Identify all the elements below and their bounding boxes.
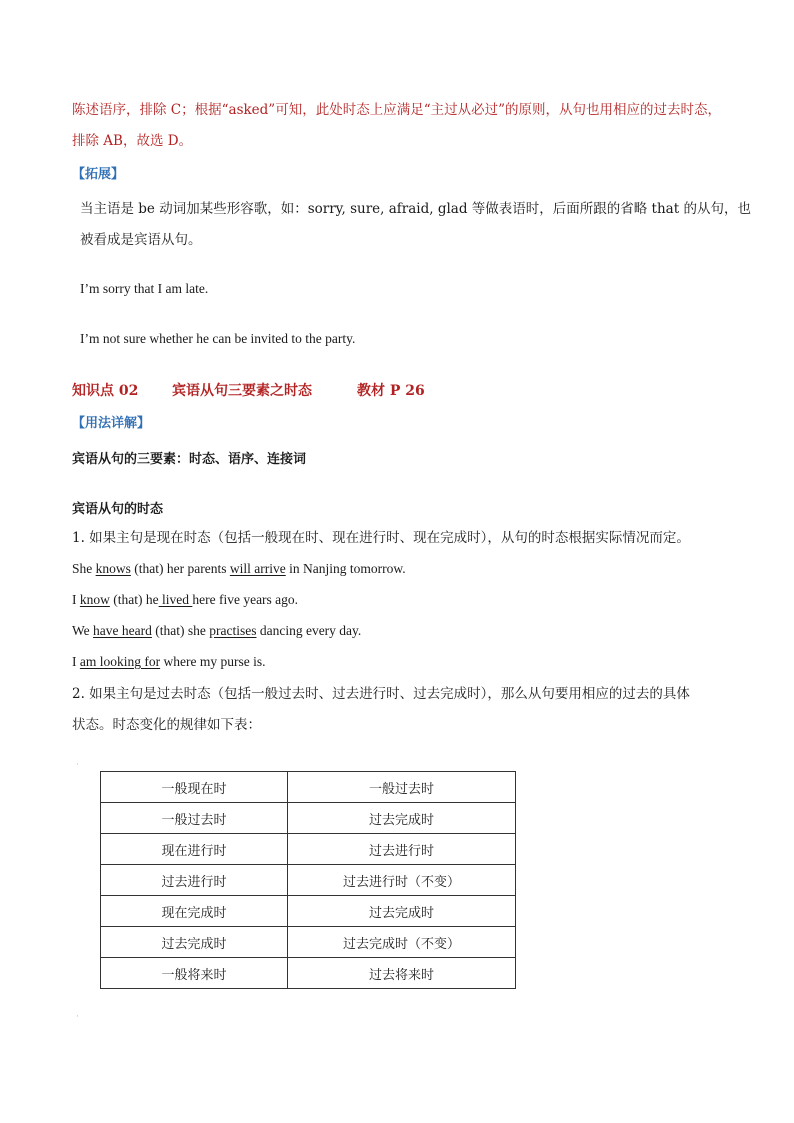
paragraph-mark: · bbox=[76, 760, 79, 770]
tense-shift-table bbox=[100, 771, 516, 989]
subordinate-clause-tense-cell: 过去完成时 bbox=[288, 896, 516, 927]
main-clause-tense-cell: 过去完成时 bbox=[101, 927, 288, 958]
example-text: (that) her parents bbox=[130, 561, 230, 576]
table-row bbox=[101, 896, 516, 927]
underlined-verb: knows bbox=[95, 561, 131, 576]
example-text: I bbox=[72, 592, 80, 607]
three-elements: 宾语从句的三要素：时态、语序、连接词 bbox=[72, 452, 307, 467]
example-text: (that) he bbox=[109, 592, 159, 607]
analysis-line-2: 排除 AB，故选 D。 bbox=[72, 133, 193, 149]
main-clause-tense-cell: 过去进行时 bbox=[101, 865, 288, 896]
main-clause-tense-cell: 一般过去时 bbox=[101, 803, 288, 834]
usage-label: 【用法详解】 bbox=[72, 416, 151, 431]
underlined-verb: will arrive bbox=[229, 561, 286, 576]
extension-line-1: 当主语是 be 动词加某些形容歌，如：sorry, sure, afraid, glad 等做表语时，后面所跟的省略 that 的从句，也 bbox=[80, 201, 751, 217]
example-text: I bbox=[72, 654, 80, 669]
table-row bbox=[101, 865, 516, 896]
main-clause-tense-cell: 现在进行时 bbox=[101, 834, 288, 865]
table-row bbox=[101, 803, 516, 834]
example-text: (that) she bbox=[151, 623, 210, 638]
main-clause-tense-cell: 现在完成时 bbox=[101, 896, 288, 927]
subordinate-clause-tense-cell: 过去将来时 bbox=[288, 958, 516, 989]
underlined-verb: have heard bbox=[93, 623, 152, 638]
subordinate-clause-tense-cell: 过去完成时（不变） bbox=[288, 927, 516, 958]
main-clause-tense-cell: 一般现在时 bbox=[101, 772, 288, 803]
section-title: 宾语从句三要素之时态 bbox=[172, 383, 312, 399]
underlined-verb: practises bbox=[209, 623, 257, 638]
main-clause-tense-cell: 一般将来时 bbox=[101, 958, 288, 989]
subordinate-clause-tense-cell: 过去完成时 bbox=[288, 803, 516, 834]
example-text: here five years ago. bbox=[192, 592, 299, 607]
tense-table-body bbox=[101, 772, 516, 989]
tense-subheading: 宾语从句的时态 bbox=[72, 502, 164, 517]
example-sentence bbox=[72, 592, 298, 608]
extension-label: 【拓展】 bbox=[72, 167, 125, 182]
table-row bbox=[101, 927, 516, 958]
example-text: She bbox=[72, 561, 96, 576]
rule-2-line-2: 状态。时态变化的规律如下表： bbox=[72, 717, 261, 733]
rule-1: 1. 如果主句是现在时态（包括一般现在时、现在进行时、现在完成时），从句的时态根据实际情况而定。 bbox=[72, 530, 690, 546]
table-row bbox=[101, 834, 516, 865]
table-row bbox=[101, 958, 516, 989]
example-text: dancing every day. bbox=[256, 623, 362, 638]
rule-2-line-1: 2. 如果主句是过去时态（包括一般过去时、过去进行时、过去完成时），那么从句要用相应的过去的具体 bbox=[72, 686, 690, 702]
extension-example-2: I’m not sure whether he can be invited to the party. bbox=[80, 331, 356, 346]
example-text: in Nanjing tomorrow. bbox=[285, 561, 406, 576]
example-sentence bbox=[72, 561, 406, 577]
example-text: We bbox=[72, 623, 94, 638]
section-ref: 教材 P 26 bbox=[357, 383, 425, 399]
underlined-verb: am looking for bbox=[79, 654, 161, 669]
section-number: 知识点 02 bbox=[72, 383, 139, 399]
analysis-line-1: 陈述语序，排除 C；根据“asked”可知，此处时态上应满足“主过从必过”的原则，从句也用相应的过去时态， bbox=[72, 102, 722, 118]
subordinate-clause-tense-cell: 过去进行时 bbox=[288, 834, 516, 865]
underlined-verb: lived bbox=[158, 592, 193, 607]
extension-line-2: 被看成是宾语从句。 bbox=[80, 232, 202, 248]
underlined-verb: know bbox=[79, 592, 110, 607]
example-sentence bbox=[72, 654, 265, 670]
table-row bbox=[101, 772, 516, 803]
extension-example-1: I’m sorry that I am late. bbox=[80, 281, 209, 296]
subordinate-clause-tense-cell: 一般过去时 bbox=[288, 772, 516, 803]
example-text: where my purse is. bbox=[160, 654, 266, 669]
paragraph-mark: · bbox=[76, 1012, 79, 1022]
subordinate-clause-tense-cell: 过去进行时（不变） bbox=[288, 865, 516, 896]
example-sentence bbox=[72, 623, 361, 639]
